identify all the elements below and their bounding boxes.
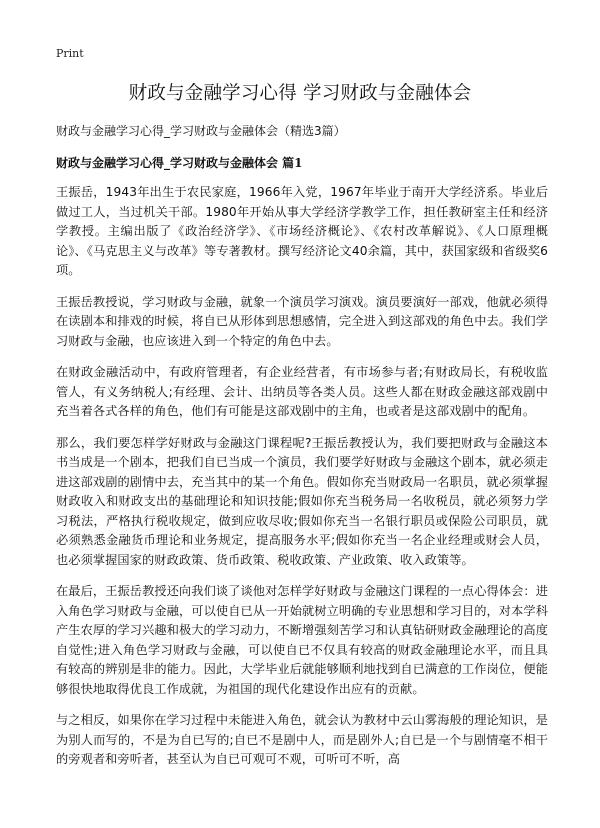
paragraph: 那么，我们要怎样学好财政与金融这门课程呢?王振岳教授认为，我们要把财政与金融这本书当成是一个剧本，把我们自已当成一个演员，我们要学好财政与金融这个剧本，就必须走进这部戏剧的剧情中去，充当其中的某一个角色。假如你充当财政局一名职员，就必须掌握财政收入和财政支出的基础理论和知识技能;假如你充当税务局一名收税员，就必须努力学习税法，严格执行税收规定，做到应收尽收;假如你充当一名银行职员或保险公司职员，就必须熟悉金融货币理论和业务规定，提高服务水平;假如你充当一名企业经理或财会人员，也必须掌握国家的财政政策、货币政策、税收政策、产业政策、收入政策等。 (56, 435, 548, 567)
document-title: 财政与金融学习心得 学习财政与金融体会 (128, 83, 472, 104)
paragraph: 王振岳，1943年出生于农民家庭，1966年入党，1967年毕业于南开大学经济系。毕业后做过工人，当过机关干部。1980年开始从事大学经济学教学工作，担任教研室主任和经济学教授。主编出版了《政治经济学》、《市场经济概论》、《农村改革解说》、《人口原理概论》、《马克思主义与改革》等专著教材。撰写经济论文40余篇，其中，获国家级和省级奖6项。 (56, 185, 548, 277)
article-body (56, 183, 548, 782)
paragraph: 在最后，王振岳教授还向我们谈了谈他对怎样学好财政与金融这门课程的一点心得体会：进入角色学习财政与金融，可以使自已从一开始就树立明确的专业思想和学习目的，对本学科产生农厚的学习兴趣和极大的学习动力，不断增强刻苦学习和认真钻研财政金融理论的高度自觉性;进入角色学习财政与金融，可以使自已不仅具有较高的财政金融理论水平，而且具有较高的辨别是非的能力。因此，大学毕业后就能够顺利地找到自已满意的工作岗位，便能够很快地取得优良工作成就，为祖国的现代化建设作出应有的贡献。 (56, 584, 548, 696)
paragraph: 与之相反，如果你在学习过程中未能进入角色，就会认为教材中云山雾海般的理论知识，是为别人而写的，不是为自已写的;自已不是剧中人，而是剧外人;自已是一个与剧情毫不相干的旁观者和旁听者，甚至认为自已可观可不观，可听可不听，高 (56, 713, 548, 766)
section-heading: 财政与金融学习心得_学习财政与金融体会 篇1 (56, 156, 303, 170)
paragraph: 在财政金融活动中，有政府管理者，有企业经营者，有市场参与者;有财政局长，有税收监管人，有义务纳税人;有经理、会计、出纳员等各类人员。这些人都在财政金融这部戏剧中充当着各式各样的角色，他们有可能是这部戏剧中的主角，也或者是这部戏剧中的配角。 (56, 365, 548, 418)
paragraph: 王振岳教授说，学习财政与金融，就象一个演员学习演戏。演员要演好一部戏，他就必须得在读剧本和排戏的时候，将自已从形体到思想感情，完全进入到这部戏的角色中去。我们学习财政与金融，也应该进入到一个特定的角色中去。 (56, 294, 548, 348)
print-link[interactable]: Print (56, 47, 84, 60)
document-subtitle: 财政与金融学习心得_学习财政与金融体会（精选3篇） (56, 124, 346, 138)
